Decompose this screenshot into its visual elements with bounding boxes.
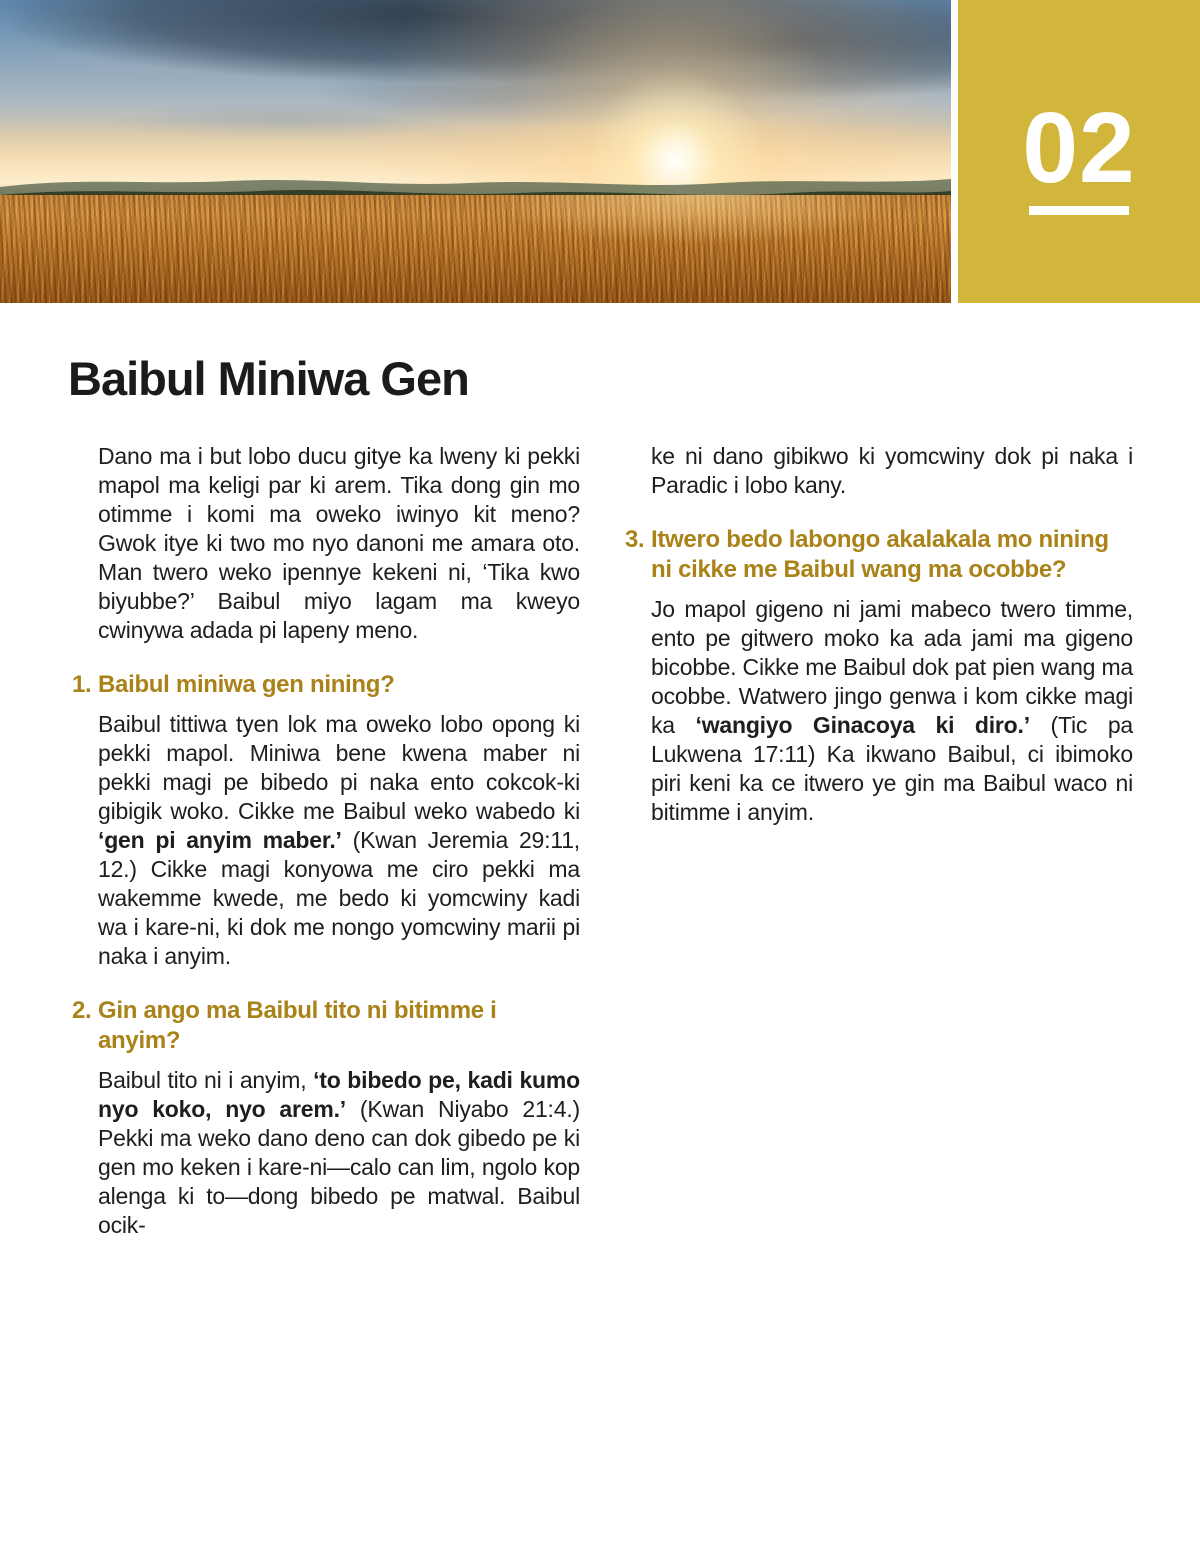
question-2-number: 2.: [72, 996, 92, 1024]
chapter-number-underline: [1029, 206, 1129, 215]
question-1-title: Baibul miniwa gen nining?: [98, 670, 395, 698]
column-left: [70, 442, 580, 1240]
answer-2-continued-paragraph: [651, 442, 1133, 500]
hero-section: [0, 0, 1200, 303]
content-columns: [70, 442, 1133, 1240]
chapter-number-badge: [958, 0, 1200, 303]
question-3-title: Itwero bedo labongo akalakala mo nining ni cikke me Baibul wang ma ocobbe?: [651, 525, 1109, 583]
question-3-number: 3.: [625, 525, 645, 553]
text-segment: ‘gen pi anyim maber.’: [98, 826, 342, 853]
column-right: [623, 442, 1133, 1240]
answer-1-paragraph: [98, 710, 580, 971]
text-segment: (Kwan Jeremia 29:11, 12.) Cikke magi konyowa me ciro pekki ma wakemme kwede, me bedo ki yomcwiny kadi wa i kare-ni, ki dok me nongo yomcwiny marii pi naka i anyim.: [98, 826, 580, 969]
question-1-number: 1.: [72, 670, 92, 698]
question-2-heading: [70, 996, 580, 1056]
answer-3-paragraph: [651, 595, 1133, 827]
page-title: Baibul Miniwa Gen: [68, 352, 469, 405]
text-segment: (Tic pa Lukwena 17:11) Ka ikwano Baibul, ci ibimoko piri keni ka ce itwero ye gin ma Baibul waco ni bitimme i anyim.: [651, 711, 1133, 825]
question-2-title: Gin ango ma Baibul tito ni bitimme i anyim?: [98, 996, 497, 1054]
text-segment: Dano ma i but lobo ducu gitye ka lweny ki pekki mapol ma keligi par ki arem. Tika dong gin mo otimme i komi ma oweko iwinyo kit meno? Gwok itye ki two mo nyo danoni me amara oto. Man twero weko ipennye kekeni ni, ‘Tika kwo biyubbe?’ Baibul miyo lagam ma kweyo cwinywa adada pi lapeny meno.: [98, 442, 580, 643]
text-segment: Jo mapol gigeno ni jami mabeco twero timme, ento pe gitwero moko ka ada jami ma gigeno bicobbe. Cikke me Baibul dok pat pien wang ma ocobbe. Watwero jingo genwa i kom cikke magi ka: [651, 595, 1133, 738]
text-segment: Baibul tito ni i anyim,: [98, 1066, 314, 1093]
question-3-heading: [623, 525, 1133, 585]
question-1-heading: [70, 670, 580, 700]
hero-image: [0, 0, 951, 303]
text-segment: ‘wangiyo Ginacoya ki diro.’: [695, 711, 1030, 738]
text-segment: ke ni dano gibikwo ki yomcwiny dok pi naka i Paradic i lobo kany.: [651, 442, 1133, 498]
wheat-field: [0, 195, 951, 303]
intro-paragraph: [98, 442, 580, 645]
chapter-number: 02: [1022, 92, 1136, 204]
text-segment: Baibul tittiwa tyen lok ma oweko lobo opong ki pekki mapol. Miniwa bene kwena maber ni pekki magi pe bibedo pi naka ento cokcok-ki gibigik woko. Cikke me Baibul weko wabedo ki: [98, 710, 580, 824]
text-segment: ‘to bibedo pe, kadi kumo nyo koko, nyo arem.’: [98, 1066, 580, 1122]
answer-2-paragraph: [98, 1066, 580, 1240]
text-segment: (Kwan Niyabo 21:4.) Pekki ma weko dano deno can dok gibedo pe ki gen mo keken i kare-ni—calo can lim, ngolo kop alenga ki to—dong bibedo pe matwal. Baibul ocik-: [98, 1095, 580, 1238]
